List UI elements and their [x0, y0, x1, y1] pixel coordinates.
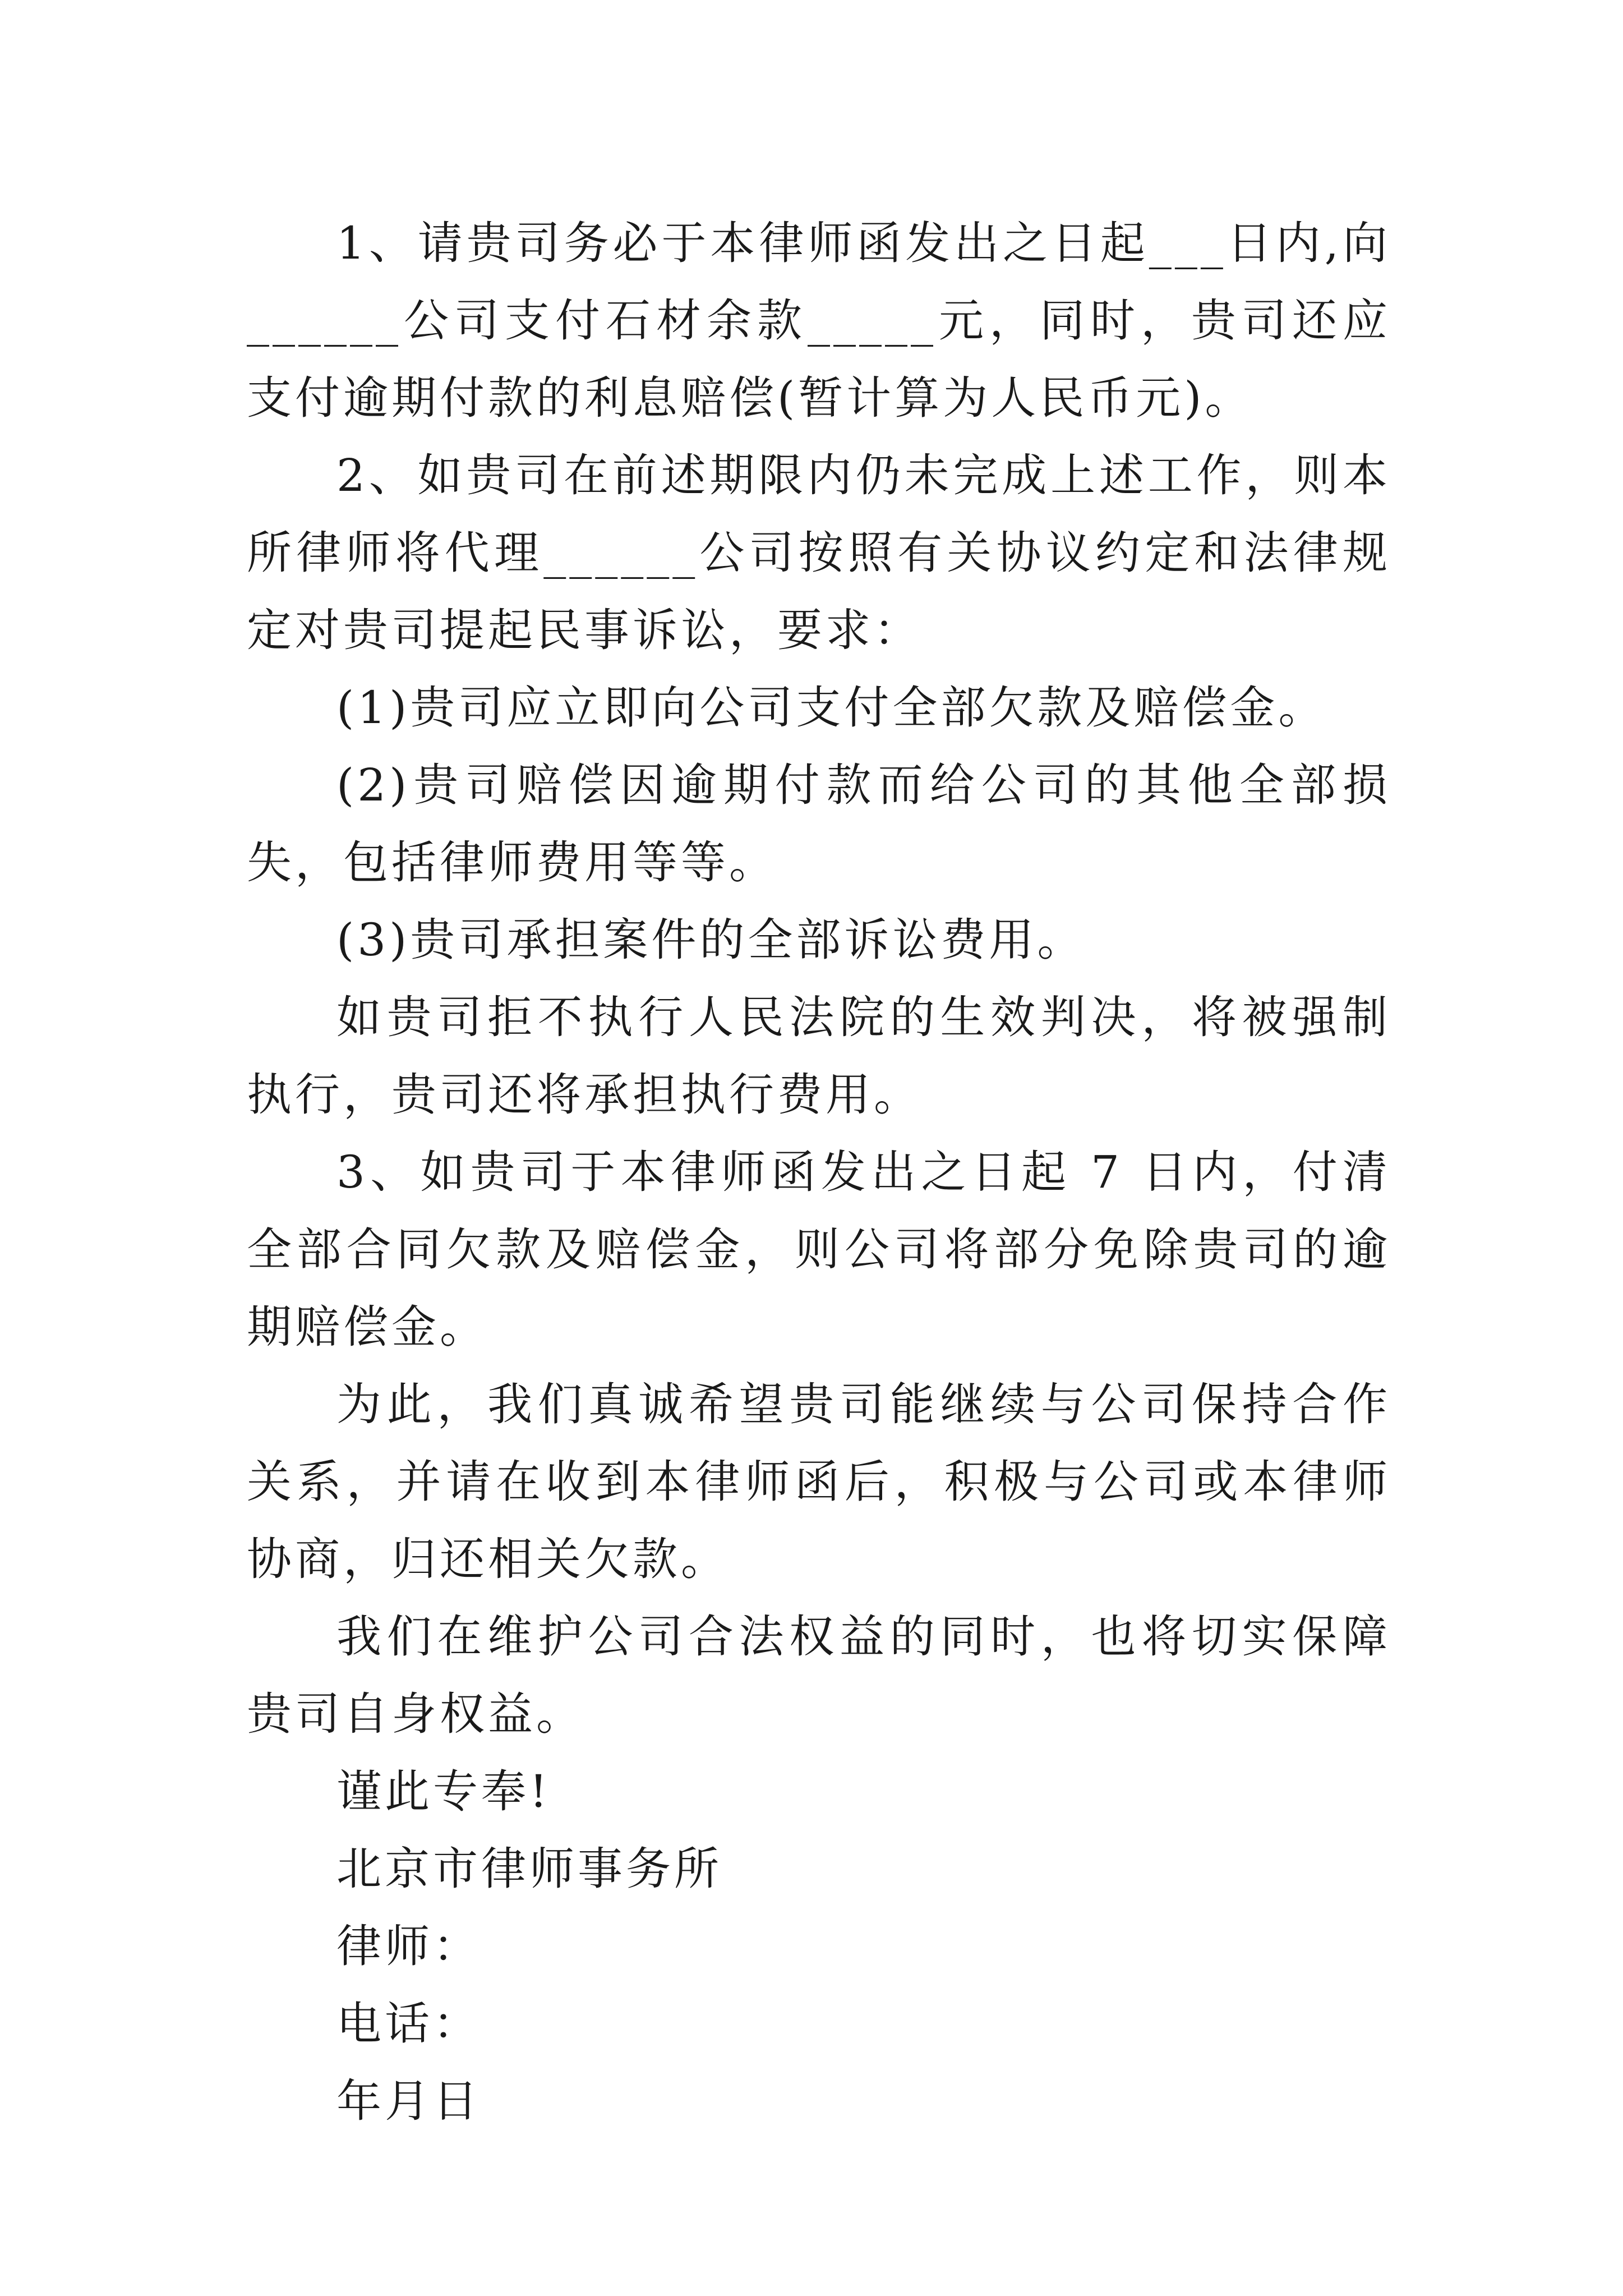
paragraph-demand-1: (1)贵司应立即向公司支付全部欠款及赔偿金。 [336, 682, 1327, 734]
closing-line: 谨此专奉! [336, 1765, 551, 1818]
paragraph-item-1: 1、请贵司务必于本律师函发出之日起___日内,向______公司支付石材余款_____元，同时，贵司还应支付逾期付款的利息赔偿(暂计算为人民币元)。 [247, 217, 1391, 424]
paragraph-rights: 我们在维护公司合法权益的同时，也将切实保障贵司自身权益。 [247, 1611, 1391, 1740]
lawyer-label: 律师： [336, 1920, 481, 1972]
phone-label: 电话： [336, 1998, 481, 2050]
paragraph-demand-3: (3)贵司承担案件的全部诉讼费用。 [336, 914, 1086, 966]
paragraph-enforcement: 如贵司拒不执行人民法院的生效判决，将被强制执行，贵司还将承担执行费用。 [247, 991, 1391, 1121]
paragraph-cooperation: 为此，我们真诚希望贵司能继续与公司保持合作关系，并请在收到本律师函后，积极与公司或本律师协商，归还相关欠款。 [247, 1378, 1391, 1585]
paragraph-item-2: 2、如贵司在前述期限内仍未完成上述工作，则本所律师将代理______公司按照有关协议约定和法律规定对贵司提起民事诉讼，要求： [247, 449, 1391, 656]
firm-name: 北京市律师事务所 [336, 1843, 722, 1895]
date-label: 年月日 [336, 2075, 481, 2127]
letter-page [247, 205, 1391, 2140]
paragraph-item-3: 3、如贵司于本律师函发出之日起 7 日内，付清全部合同欠款及赔偿金，则公司将部分免除贵司的逾期赔偿金。 [247, 1146, 1391, 1353]
paragraph-demand-2: (2)贵司赔偿因逾期付款而给公司的其他全部损失，包括律师费用等等。 [247, 759, 1391, 889]
